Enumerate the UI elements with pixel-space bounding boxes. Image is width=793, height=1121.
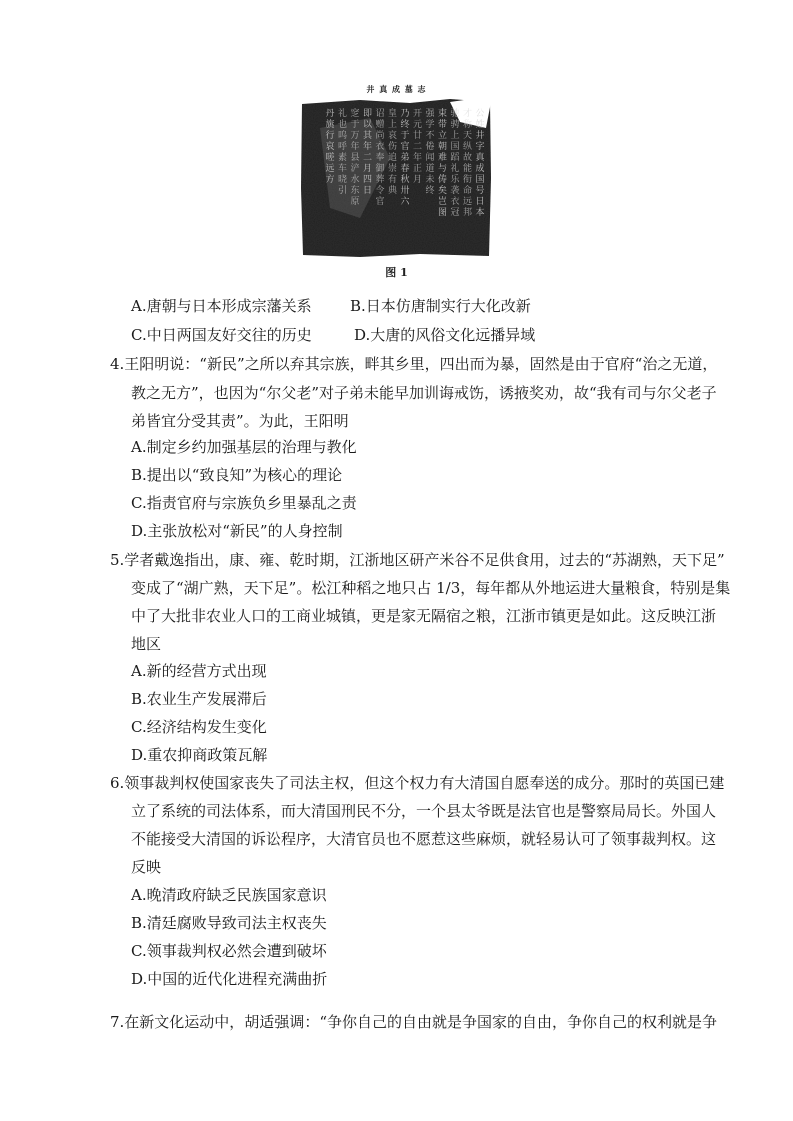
q5-stem-line: 地区 — [131, 635, 162, 653]
q6-option-d[interactable]: D.中国的近代化进程充满曲折 — [131, 970, 328, 988]
inscription-column: 皇上哀伤追崇有典 — [387, 109, 398, 196]
q6-stem-line: 反映 — [131, 858, 162, 876]
q5-stem-line: 中了大批非农业人口的工商业城镇，更是家无隔宿之粮，江浙市镇更是如此。这反映江浙 — [131, 607, 717, 625]
q5-option-c[interactable]: C.经济结构发生变化 — [131, 718, 267, 736]
q4-stem-line: 弟皆宜分受其责”。为此，王阳明 — [131, 412, 349, 430]
inscription-column: 乃终于官弟春秋卅六 — [400, 109, 410, 207]
q4-option-a[interactable]: A.制定乡约加强基层的治理与教化 — [131, 438, 357, 456]
q4-stem-line: 教之无方”，也因为“尔父老”对子弟未能早加训诲戒饬，诱掖奖劝，故“我有司与尔父老子 — [131, 384, 717, 402]
q6-stem-line: 6.领事裁判权使国家丧失了司法主权，但这个权力有大清国自愿奉送的成分。那时的英国已建 — [110, 774, 725, 792]
q4-option-c[interactable]: C.指责官府与宗族负乡里暴乱之责 — [131, 494, 357, 512]
inscription-column: 即以其年二月四日 — [362, 109, 373, 196]
q3-option-b[interactable]: B.日本仿唐制实行大化改新 — [350, 297, 531, 315]
figure-title: 井 真 成 墓 志 — [366, 84, 427, 94]
inscription-column: 驰骋上国蹈礼乐袭衣冠 — [450, 109, 460, 218]
inscription-column: 诏赠尚衣奉御葬令官 — [375, 109, 385, 207]
q5-stem-line: 变成了“湖广熟，天下足”。松江种稻之地只占 1/3，每年都从外地运进大量粮食，特别是集 — [131, 579, 731, 597]
q5-option-d[interactable]: D.重农抑商政策瓦解 — [131, 746, 268, 764]
q5-stem-line: 5.学者戴逸指出，康、雍、乾时期，江浙地区研产米谷不足供食用，过去的“苏湖熟，天下足” — [110, 551, 725, 569]
inscription-column: 才称天纵故能衔命远邦 — [462, 109, 473, 218]
q3-option-c[interactable]: C.中日两国友好交往的历史 — [131, 326, 312, 344]
inscription-column: 束带立朝难与俦矣岂图 — [437, 109, 448, 218]
inscription-column: 公姓井字真成国号日本 — [475, 109, 485, 218]
inscription-column: 强学不倦闻道未终 — [425, 109, 435, 196]
q5-option-b[interactable]: B.农业生产发展滞后 — [131, 690, 267, 708]
figure-1 — [300, 84, 493, 286]
q4-option-d[interactable]: D.主张放松对“新民”的人身控制 — [131, 522, 343, 540]
inscription-column: 窆于万年县浐水东原 — [350, 109, 360, 207]
inscription-column: 开元廿二年正月 — [412, 109, 423, 185]
q6-stem-line: 立了系统的司法体系，而大清国刑民不分，一个县太爷既是法官也是警察局局长。外国人 — [131, 802, 717, 820]
inscription-rubbing — [300, 98, 493, 258]
q4-option-b[interactable]: B.提出以“致良知”为核心的理论 — [131, 466, 343, 484]
q5-option-a[interactable]: A.新的经营方式出现 — [131, 662, 267, 680]
q3-option-d[interactable]: D.大唐的风俗文化远播异域 — [354, 326, 536, 344]
q6-option-b[interactable]: B.清廷腐败导致司法主权丧失 — [131, 914, 327, 932]
figure-caption: 图 1 — [385, 266, 408, 279]
q6-stem-line: 不能接受大清国的诉讼程序，大清官员也不愿惹这些麻烦，就轻易认可了领事裁判权。这 — [131, 830, 717, 848]
q6-option-a[interactable]: A.晚清政府缺乏民族国家意识 — [131, 886, 327, 904]
q4-stem-line: 4.王阳明说：“新民”之所以弃其宗族，畔其乡里，四出而为暴，固然是由于官府“治之无道， — [110, 355, 718, 373]
q3-option-a[interactable]: A.唐朝与日本形成宗藩关系 — [131, 297, 312, 315]
inscription-column: 丹旐行哀嗟远方 — [325, 109, 335, 185]
q6-option-c[interactable]: C.领事裁判权必然会遭到破坏 — [131, 942, 327, 960]
inscription-column: 礼也呜呼素车晓引 — [337, 109, 348, 196]
q7-stem-line: 7.在新文化运动中，胡适强调：“争你自己的自由就是争国家的自由，争你自己的权利就是争 — [110, 1013, 717, 1031]
